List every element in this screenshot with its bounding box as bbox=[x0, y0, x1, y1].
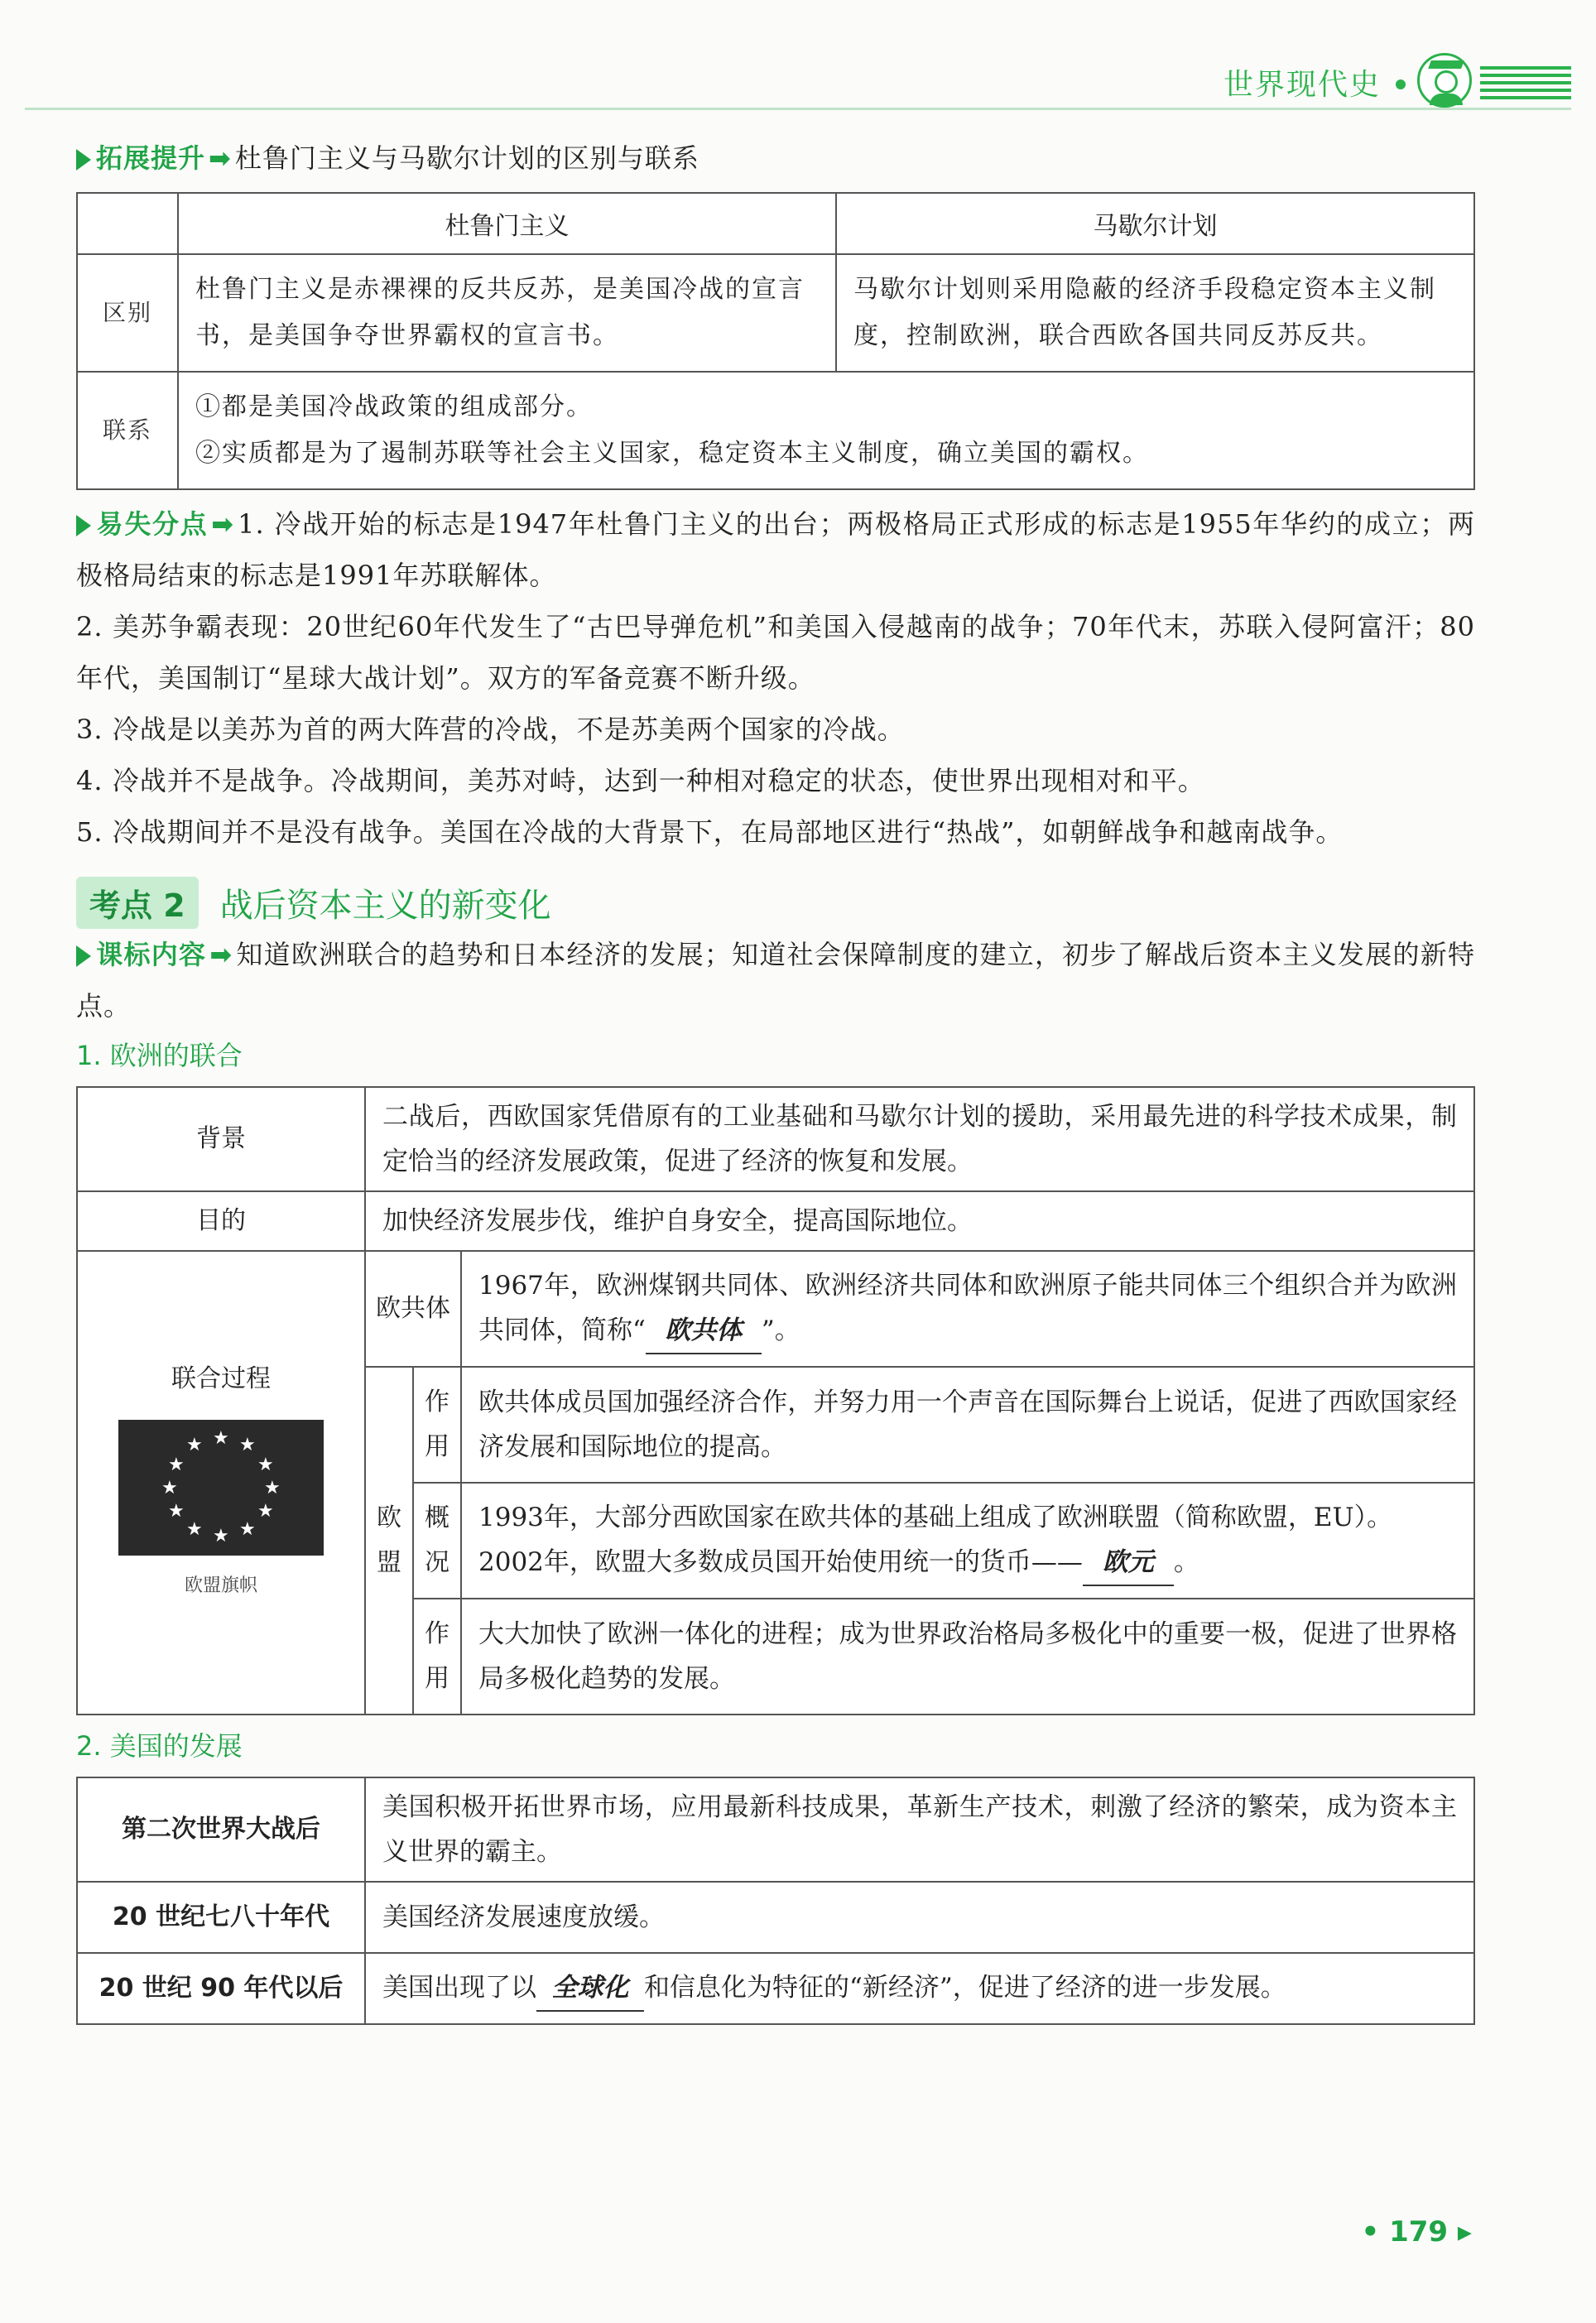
section-extension-heading bbox=[76, 132, 1475, 184]
europe-union-table bbox=[76, 1086, 1475, 1715]
pitfalls-tag: 易失分点 bbox=[96, 508, 209, 540]
header-rule bbox=[25, 108, 1571, 110]
pitfall-item-2: 2. 美苏争霸表现：20世纪60年代发生了“古巴导弹危机”和美国入侵越南的战争；70年代末，苏联入侵阿富汗；80年代，美国制订“星球大战计划”。双方的军备竞赛不断升级。 bbox=[76, 611, 1475, 694]
label-overview: 概况 bbox=[413, 1483, 461, 1599]
pitfall-item-1-text: 1. 冷战开始的标志是1947年杜鲁门主义的出台；两极格局正式形成的标志是1955年华约的成立；两极格局结束的标志是1991年苏联解体。 bbox=[76, 508, 1475, 591]
header-dot-icon bbox=[1396, 79, 1406, 89]
connection-line-1: ①都是美国冷战政策的组成部分。 bbox=[195, 392, 593, 421]
text-overview bbox=[461, 1483, 1474, 1599]
label-1970s-80s: 20 世纪七八十年代 bbox=[77, 1882, 365, 1953]
text-background: 二战后，西欧国家凭借原有的工业基础和马歇尔计划的援助，采用最先进的科学技术成果，制定恰当的经济发展政策，促进了经济的恢复和发展。 bbox=[365, 1087, 1474, 1191]
flag-caption: 欧盟旗帜 bbox=[184, 1575, 257, 1596]
exam-point-badge: 考点 2 bbox=[76, 877, 199, 929]
table-row bbox=[77, 1251, 1474, 1367]
text-effect-2: 大大加快了欧洲一体化的进程；成为世界政治格局多极化中的重要一极，促进了世界格局多极化趋势的发展。 bbox=[461, 1599, 1474, 1715]
ec-text-after: ”。 bbox=[761, 1315, 800, 1345]
europe-heading: 1. 欧洲的联合 bbox=[76, 1040, 243, 1071]
label-effect-2: 作用 bbox=[413, 1599, 461, 1715]
header-title: 世界现代史 bbox=[1223, 68, 1381, 102]
pitfall-item-1 bbox=[76, 498, 1475, 601]
exam-point-heading bbox=[76, 876, 1475, 929]
text-goal: 加快经济发展步伐，维护自身安全，提高国际地位。 bbox=[365, 1191, 1474, 1251]
main-content bbox=[76, 132, 1475, 2025]
header-stripes-decoration bbox=[1480, 66, 1571, 99]
page-header bbox=[25, 50, 1571, 132]
cell-connection bbox=[178, 372, 1474, 489]
text-ec bbox=[461, 1251, 1474, 1367]
page-number-text: 179 bbox=[1389, 2215, 1449, 2248]
label-post-wwii: 第二次世界大战后 bbox=[77, 1777, 365, 1882]
table-row bbox=[77, 1191, 1474, 1251]
col-header-truman: 杜鲁门主义 bbox=[178, 193, 836, 254]
text-after-1990s bbox=[365, 1953, 1474, 2024]
label-eu: 欧盟 bbox=[365, 1367, 413, 1715]
pitfall-item-5: 5. 冷战期间并不是没有战争。美国在冷战的大背景下，在局部地区进行“热战”，如朝鲜战争和越南战争。 bbox=[76, 816, 1344, 848]
overview-line-2-before: 2002年，欧盟大多数成员国开始使用统一的货币—— bbox=[478, 1547, 1083, 1577]
eu-flag-image: ★ ★ ★ ★ ★ ★ ★ ★ ★ ★ ★ ★ bbox=[118, 1420, 324, 1556]
extension-tag: 拓展提升 bbox=[96, 142, 206, 174]
triangle-marker-icon bbox=[76, 945, 91, 967]
table-corner-cell bbox=[77, 193, 178, 254]
table-row bbox=[77, 1087, 1474, 1191]
table-row bbox=[77, 254, 1474, 372]
euro-answer-fill: 欧元 bbox=[1083, 1540, 1174, 1586]
row-label-connection: 联系 bbox=[77, 372, 178, 489]
label-background: 背景 bbox=[77, 1087, 365, 1191]
page-number: • 179 ▸ bbox=[1361, 2215, 1472, 2248]
label-union-process: 联合过程 bbox=[171, 1364, 271, 1393]
pitfall-item-3: 3. 冷战是以美苏为首的两大阵营的冷战，不是苏美两个国家的冷战。 bbox=[76, 714, 905, 745]
curriculum-text: 知道欧洲联合的趋势和日本经济的发展；知道社会保障制度的建立，初步了解战后资本主义发展的新特点。 bbox=[76, 939, 1475, 1022]
row-label-difference: 区别 bbox=[77, 254, 178, 372]
overview-line-2-after: 。 bbox=[1173, 1547, 1199, 1577]
cell-union-process bbox=[77, 1251, 365, 1715]
usa-heading: 2. 美国的发展 bbox=[76, 1730, 243, 1762]
label-ec: 欧共体 bbox=[365, 1251, 461, 1367]
overview-line-2 bbox=[478, 1540, 1457, 1586]
cell-marshall-difference: 马歇尔计划则采用隐蔽的经济手段稳定资本主义制度，控制欧洲，联合西欧各国共同反苏反共。 bbox=[836, 254, 1474, 372]
curriculum-tag: 课标内容 bbox=[96, 939, 207, 970]
pitfalls-block bbox=[76, 498, 1475, 858]
curriculum-block bbox=[76, 929, 1475, 1032]
table-row bbox=[77, 1953, 1474, 2024]
extension-heading-text: 杜鲁门主义与马歇尔计划的区别与联系 bbox=[234, 142, 699, 174]
text-effect-1: 欧共体成员国加强经济合作，并努力用一个声音在国际舞台上说话，促进了西欧国家经济发展和国际地位的提高。 bbox=[461, 1367, 1474, 1483]
triangle-marker-icon bbox=[76, 515, 91, 536]
connection-line-2: ②实质都是为了遏制苏联等社会主义国家，稳定资本主义制度，确立美国的霸权。 bbox=[195, 439, 1149, 468]
text-post-wwii: 美国积极开拓世界市场，应用最新科技成果，革新生产技术，刺激了经济的繁荣，成为资本主义世界的霸主。 bbox=[365, 1777, 1474, 1882]
ec-answer-fill: 欧共体 bbox=[646, 1308, 762, 1354]
globalization-answer-fill: 全球化 bbox=[536, 1965, 644, 2012]
after-1990s-before: 美国出现了以 bbox=[382, 1973, 536, 2003]
triangle-marker-icon bbox=[76, 149, 91, 171]
col-header-marshall: 马歇尔计划 bbox=[836, 193, 1474, 254]
table-row bbox=[77, 372, 1474, 489]
after-1990s-after: 和信息化为特征的“新经济”，促进了经济的进一步发展。 bbox=[644, 1973, 1286, 2003]
label-after-1990s: 20 世纪 90 年代以后 bbox=[77, 1953, 365, 2024]
truman-marshall-table bbox=[76, 192, 1475, 490]
arrow-right-icon: ➡ bbox=[211, 508, 235, 540]
arrow-right-icon: ➡ bbox=[209, 939, 233, 970]
text-1970s-80s: 美国经济发展速度放缓。 bbox=[365, 1882, 1474, 1953]
pitfall-item-4: 4. 冷战并不是战争。冷战期间，美苏对峙，达到一种相对稳定的状态，使世界出现相对和平。 bbox=[76, 765, 1205, 796]
exam-point-title: 战后资本主义的新变化 bbox=[219, 886, 551, 925]
label-goal: 目的 bbox=[77, 1191, 365, 1251]
student-mascot-icon bbox=[1417, 53, 1472, 108]
overview-line-1: 1993年，大部分西欧国家在欧共体的基础上组成了欧洲联盟（简称欧盟，EU）。 bbox=[478, 1503, 1393, 1532]
arrow-right-icon: ➡ bbox=[209, 142, 232, 174]
table-row bbox=[77, 1777, 1474, 1882]
table-row bbox=[77, 1882, 1474, 1953]
cell-truman-difference: 杜鲁门主义是赤裸裸的反共反苏，是美国冷战的宣言书，是美国争夺世界霸权的宣言书。 bbox=[178, 254, 836, 372]
usa-development-table bbox=[76, 1777, 1475, 2025]
label-effect-1: 作用 bbox=[413, 1367, 461, 1483]
ec-text-before: 1967年，欧洲煤钢共同体、欧洲经济共同体和欧洲原子能共同体三个组织合并为欧洲共同体，简称“ bbox=[478, 1271, 1457, 1345]
